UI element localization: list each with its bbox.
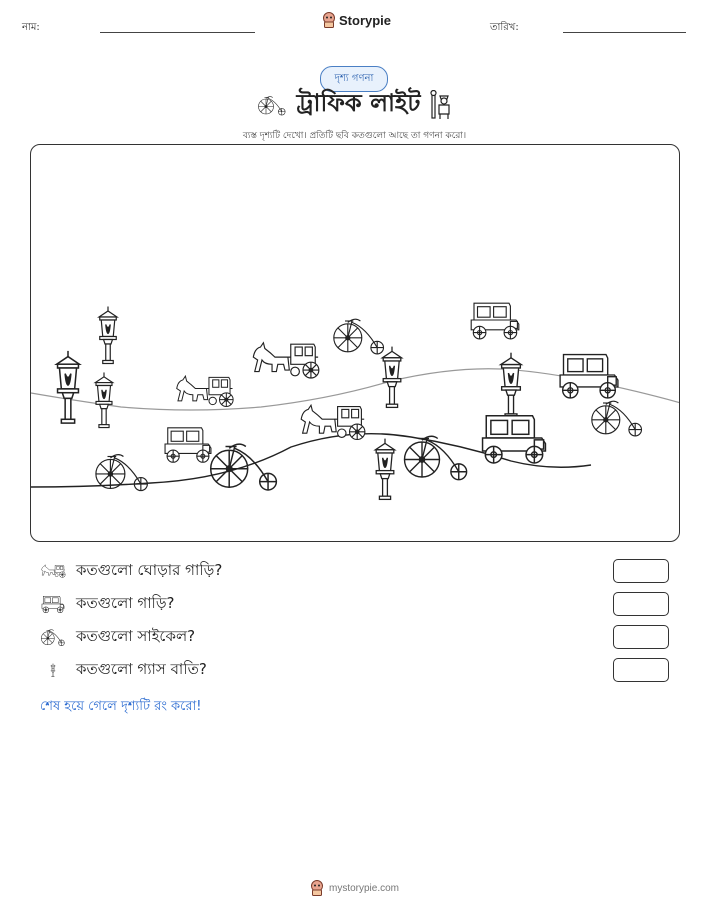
question-text: কতগুলো গাড়ি? xyxy=(76,593,175,612)
storypie-logo xyxy=(322,12,391,28)
coloring-instruction: শেষ হয়ে গেলে দৃশ্যটি রং করো! xyxy=(40,699,202,714)
car xyxy=(165,428,211,462)
question-row-carriage xyxy=(40,558,222,584)
gas-lamp xyxy=(99,307,117,364)
question-text: কতগুলো ঘোড়ার গাড়ি? xyxy=(76,560,223,579)
question-row-car xyxy=(40,591,175,617)
bicycle xyxy=(334,319,384,354)
gas-lamp-icon xyxy=(40,658,66,682)
date-label: তারিখ: xyxy=(490,22,519,33)
car xyxy=(483,416,546,463)
instructions: ব্যস্ত দৃশ্যটি দেখো। প্রতিটি ছবি কতগুলো আছে তা গণনা করো। xyxy=(242,131,467,141)
bicycle xyxy=(592,401,642,436)
answer-box-bicycle[interactable] xyxy=(613,625,669,649)
question-text: কতগুলো সাইকেল? xyxy=(76,626,196,645)
car-icon xyxy=(40,594,66,614)
horse-carriage xyxy=(253,343,319,378)
gas-lamp xyxy=(95,372,112,427)
gas-lamp xyxy=(501,353,521,418)
name-line[interactable] xyxy=(100,32,255,33)
bicycle xyxy=(405,436,467,479)
question-text: কতগুলো গ্যাস বাতি? xyxy=(76,659,207,678)
date-line[interactable] xyxy=(563,32,686,33)
footer xyxy=(0,880,709,896)
storypie-mascot-icon xyxy=(310,880,324,896)
police-officer-icon xyxy=(430,90,452,120)
bicycle-icon xyxy=(40,627,66,647)
horse-carriage-icon xyxy=(40,562,66,580)
category-badge: দৃশ্য গণনা xyxy=(320,66,388,92)
answer-box-lamp[interactable] xyxy=(613,658,669,682)
bicycle-icon xyxy=(257,93,287,117)
question-row-bicycle xyxy=(40,624,195,650)
horse-carriage xyxy=(177,376,233,406)
scene-drawing xyxy=(31,145,680,542)
storypie-mascot-icon xyxy=(322,12,336,28)
name-label: নাম: xyxy=(22,22,40,33)
gas-lamp xyxy=(382,347,401,408)
footer-site[interactable]: mystorypie.com xyxy=(328,882,399,894)
gas-lamp xyxy=(57,351,80,423)
answer-box-car[interactable] xyxy=(613,592,669,616)
car xyxy=(471,303,519,339)
gas-lamp xyxy=(375,439,394,500)
page-title: ট্রাফিক লাইট xyxy=(296,89,421,117)
title-row xyxy=(200,88,509,122)
counting-scene xyxy=(30,144,680,542)
brand-name: Storypie xyxy=(339,12,392,28)
answer-box-carriage[interactable] xyxy=(613,559,669,583)
car xyxy=(560,355,618,398)
horse-carriage xyxy=(301,405,365,439)
question-row-lamp xyxy=(40,657,207,683)
